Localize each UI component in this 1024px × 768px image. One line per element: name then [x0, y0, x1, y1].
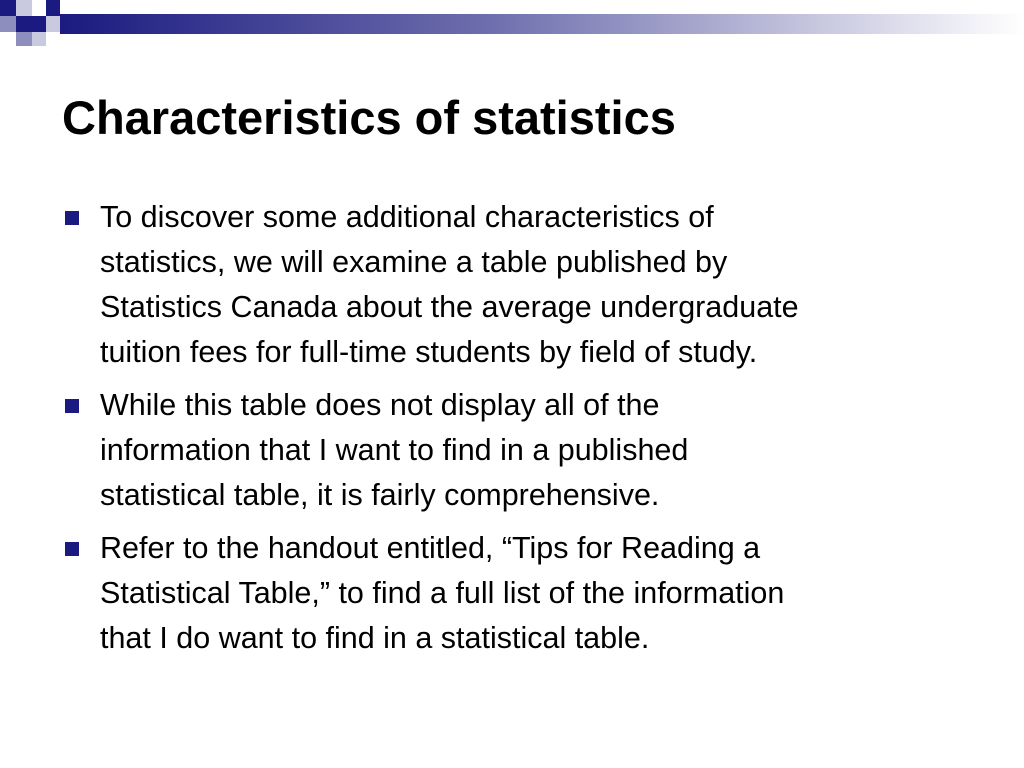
bullet-1-line-1: To discover some additional characteristics of	[100, 200, 714, 234]
header-gradient-bar	[60, 14, 1024, 34]
bullet-item-3	[62, 526, 962, 661]
bullet-item-1	[62, 195, 962, 375]
square-bullet-icon	[65, 211, 79, 225]
bullet-1-line-3: Statistics Canada about the average undergraduate	[100, 290, 799, 324]
bullet-2-line-3: statistical table, it is fairly comprehensive.	[100, 478, 660, 512]
bullet-3-line-2: Statistical Table,” to find a full list of the information	[100, 576, 785, 610]
bullet-3-line-3: that I do want to find in a statistical table.	[100, 621, 650, 655]
square-bullet-icon	[65, 542, 79, 556]
bullet-2-line-1: While this table does not display all of the	[100, 388, 660, 422]
bullet-1-line-4: tuition fees for full-time students by field of study.	[100, 335, 758, 369]
bullet-2-line-2: information that I want to find in a published	[100, 433, 689, 467]
header-decoration	[0, 0, 1024, 50]
slide-title: Characteristics of statistics	[62, 91, 676, 144]
bullet-list	[62, 195, 962, 669]
bullet-1-line-2: statistics, we will examine a table published by	[100, 245, 728, 279]
bullet-3-line-1: Refer to the handout entitled, “Tips for Reading a	[100, 531, 761, 565]
header-decoration-graphic	[0, 0, 1024, 50]
bullet-item-2	[62, 383, 962, 518]
square-bullet-icon	[65, 399, 79, 413]
corner-checker-logo	[0, 0, 60, 46]
